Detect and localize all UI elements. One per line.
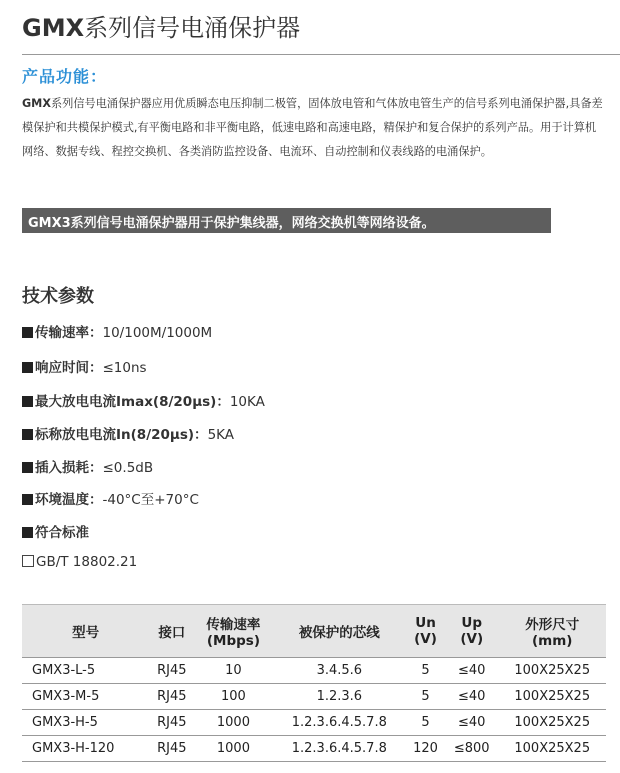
- spec-item: [22, 521, 89, 541]
- features-description: 系列信号电涌保护器应用优质瞬态电压抑制二极管，固体放电管和气体放电管生产的信号系列电涌保护器,具备差模保护和共模保护模式,有平衡电路和非平衡电路，低速电路和高速电路，精保护和复合保护的系列产品。用于计算机网络、数据专线、程控交换机、各类消防监控设备、电流环、自动控制和仪表线路的电涌保护。: [22, 97, 603, 158]
- cell-cores: 1.2.3.6.4.5.7.8: [273, 710, 407, 736]
- col-header-cores: 被保护的芯线: [273, 605, 407, 658]
- cell-interface: RJ45: [149, 684, 194, 710]
- cell-un: 5: [406, 710, 445, 736]
- spec-label: 最大放电电流Imax(8/20μs)：: [35, 394, 230, 410]
- specs-heading: 技术参数: [22, 286, 94, 307]
- square-bullet-icon: [22, 327, 33, 338]
- square-bullet-icon: [22, 494, 33, 505]
- spec-item: [22, 321, 212, 341]
- spec-item: [22, 390, 265, 410]
- spec-label: 符合标准: [35, 525, 89, 541]
- col-header-up: Up (V): [445, 605, 499, 658]
- spec-item: [22, 356, 147, 376]
- cell-un: 120: [406, 736, 445, 762]
- title-brand: GMX: [22, 14, 85, 42]
- spec-item: [22, 488, 199, 508]
- cell-model: GMX3-L-5: [22, 658, 149, 684]
- spec-label: 环境温度：: [35, 492, 103, 508]
- cell-interface: RJ45: [149, 658, 194, 684]
- application-banner: [22, 208, 551, 233]
- col-header-un: Un (V): [406, 605, 445, 658]
- cell-un: 5: [406, 658, 445, 684]
- standard-item: [22, 554, 137, 570]
- cell-cores: 1.2.3.6: [273, 684, 407, 710]
- title-divider: [22, 54, 620, 55]
- features-paragraph: [22, 92, 607, 164]
- cell-model: GMX3-M-5: [22, 684, 149, 710]
- square-bullet-icon: [22, 462, 33, 473]
- spec-label: 响应时间：: [35, 360, 103, 376]
- cell-size: 100X25X25: [499, 684, 607, 710]
- spec-item: [22, 456, 153, 476]
- col-header-interface: 接口: [149, 605, 194, 658]
- cell-rate: 1000: [194, 736, 272, 762]
- cell-cores: 3.4.5.6: [273, 658, 407, 684]
- table-row: [22, 736, 606, 762]
- cell-up: ≤40: [445, 684, 499, 710]
- cell-un: 5: [406, 684, 445, 710]
- table-header-row: [22, 605, 606, 658]
- table-row: [22, 710, 606, 736]
- spec-label: 标称放电电流In(8/20μs)：: [35, 427, 208, 443]
- col-header-rate: 传输速率 (Mbps): [194, 605, 272, 658]
- cell-up: ≤40: [445, 710, 499, 736]
- square-bullet-icon: [22, 527, 33, 538]
- spec-value: 10KA: [229, 394, 265, 410]
- cell-model: GMX3-H-5: [22, 710, 149, 736]
- features-brand: GMX: [22, 97, 51, 110]
- table-row: [22, 658, 606, 684]
- cell-size: 100X25X25: [499, 736, 607, 762]
- spec-value: 10/100M/1000M: [102, 325, 213, 341]
- page-title: [22, 8, 300, 43]
- cell-model: GMX3-H-120: [22, 736, 149, 762]
- checkbox-outline-icon: [22, 555, 34, 567]
- spec-label: 插入损耗：: [35, 460, 103, 476]
- cell-cores: 1.2.3.6.4.5.7.8: [273, 736, 407, 762]
- cell-up: ≤800: [445, 736, 499, 762]
- banner-text: GMX3系列信号电涌保护器用于保护集线器，网络交换机等网络设备。: [28, 216, 435, 231]
- square-bullet-icon: [22, 362, 33, 373]
- col-header-model: 型号: [22, 605, 149, 658]
- cell-size: 100X25X25: [499, 710, 607, 736]
- standard-value: GB/T 18802.21: [36, 554, 138, 570]
- col-header-size: 外形尺寸 (mm): [499, 605, 607, 658]
- spec-value: ≤10ns: [102, 360, 147, 376]
- cell-rate: 100: [194, 684, 272, 710]
- spec-value: 5KA: [207, 427, 235, 443]
- cell-up: ≤40: [445, 658, 499, 684]
- cell-interface: RJ45: [149, 710, 194, 736]
- table-row: [22, 684, 606, 710]
- spec-value: -40°C至+70°C: [102, 492, 199, 508]
- square-bullet-icon: [22, 429, 33, 440]
- cell-rate: 1000: [194, 710, 272, 736]
- spec-item: [22, 423, 234, 443]
- spec-label: 传输速率：: [35, 325, 103, 341]
- title-text: 系列信号电涌保护器: [84, 14, 301, 42]
- spec-value: ≤0.5dB: [102, 460, 154, 476]
- square-bullet-icon: [22, 396, 33, 407]
- model-table: [22, 604, 606, 762]
- cell-interface: RJ45: [149, 736, 194, 762]
- cell-rate: 10: [194, 658, 272, 684]
- cell-size: 100X25X25: [499, 658, 607, 684]
- features-heading: 产品功能：: [22, 67, 108, 86]
